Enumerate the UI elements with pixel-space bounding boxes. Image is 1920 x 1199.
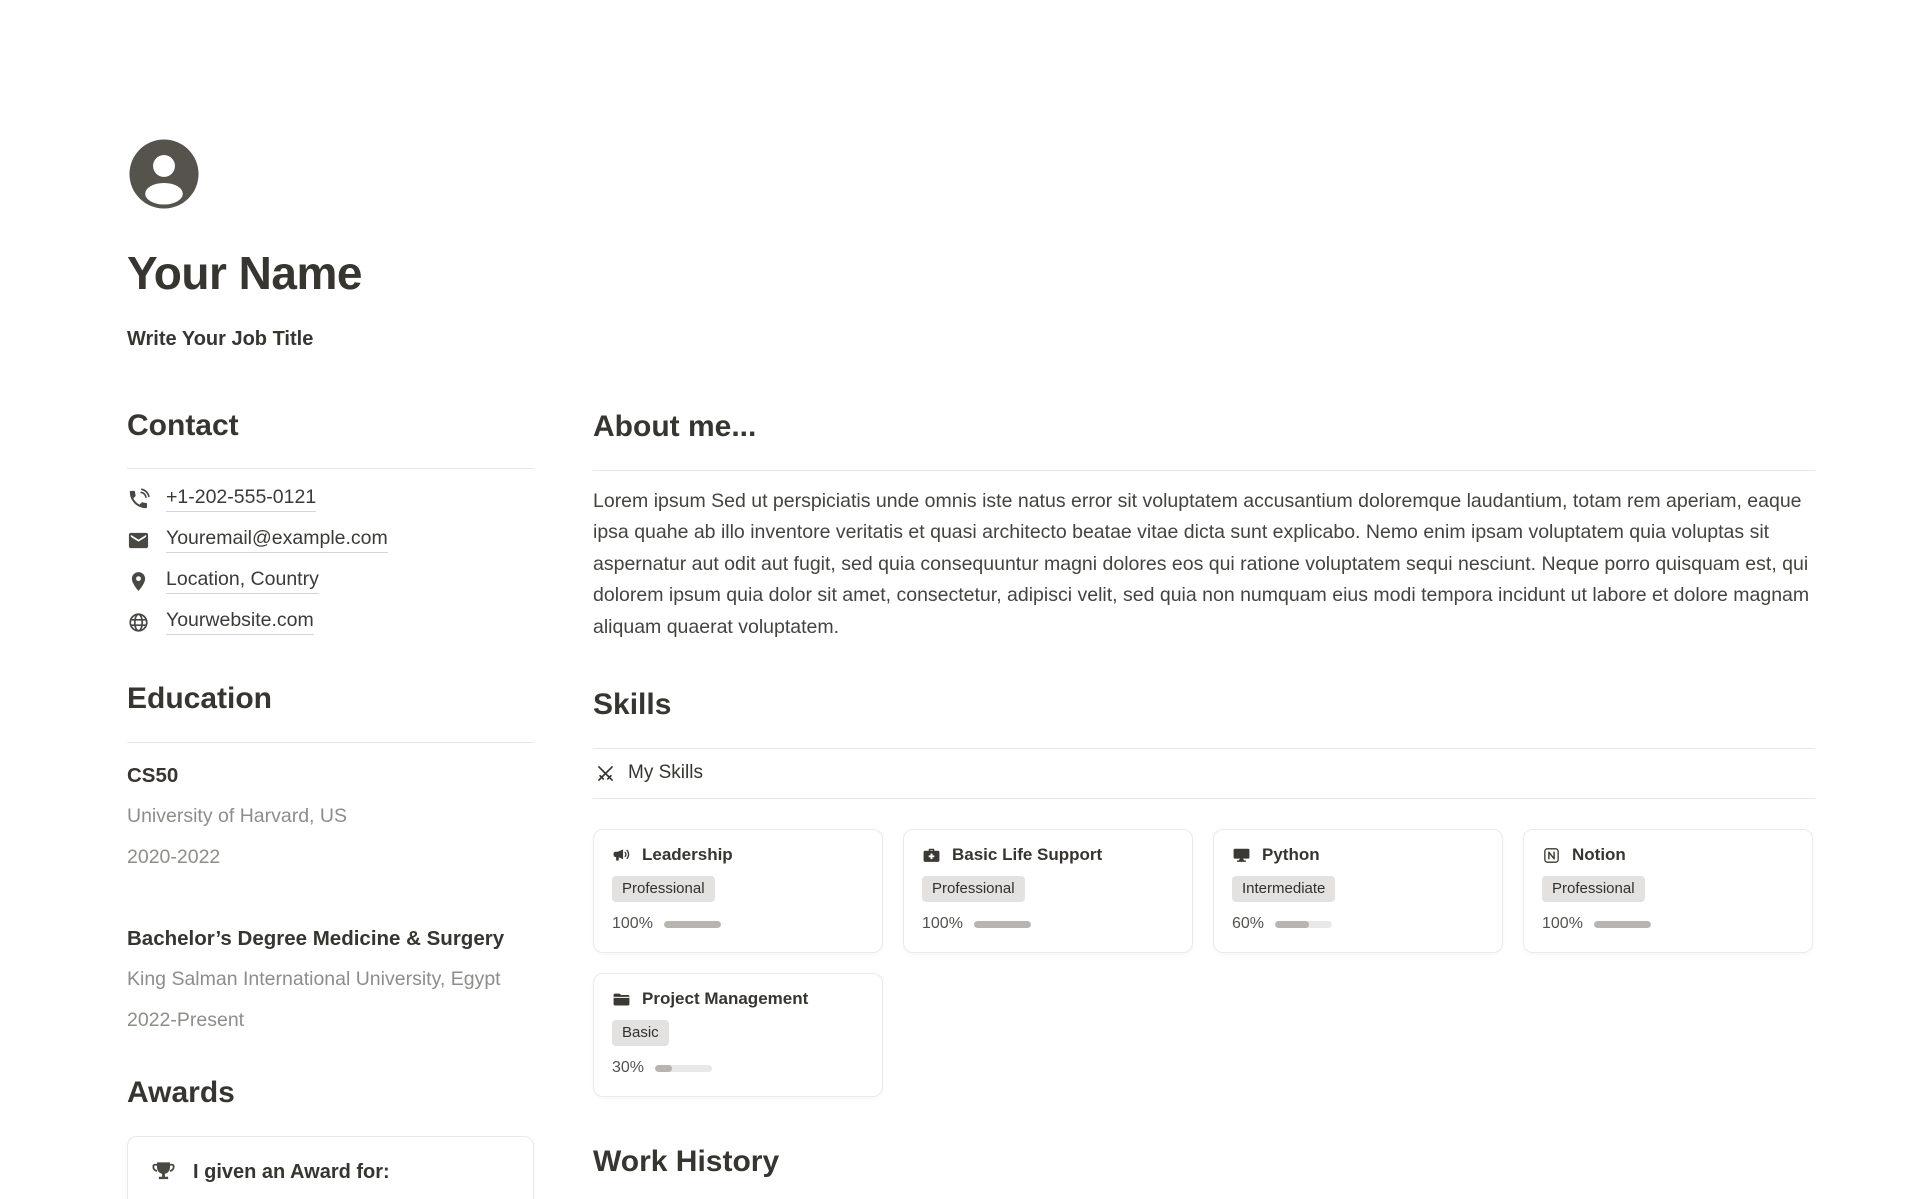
skills-heading: Skills <box>593 688 672 722</box>
email-link[interactable]: Youremail@example.com <box>166 527 388 553</box>
skill-card-leadership[interactable] <box>593 829 883 953</box>
skill-progress-row <box>1542 915 1794 933</box>
about-paragraph: Lorem ipsum Sed ut perspiciatis unde omnis iste natus error sit voluptatem accusantium doloremque laudantium, totam rem aperiam, eaque ipsa quahe ab illo inventore veritatis et quasi architecto beatae vitae dicta sunt explicabo. Nemo enim ipsam voluptatem quia voluptas sit aspernatur aut odit aut fugit, sed quia consequuntur magni dolores eos qui ratione voluptatem sequi nesciunt. Neque porro quisquam est, qui dolorem ipsum quia dolor sit amet, consectetur, adipisci velit, sed quia non numquam eius modi tempora incidunt ut labore et dolore magnam aliquam quaerat voluptatem. <box>593 489 1810 638</box>
skill-name: Project Management <box>642 989 809 1009</box>
progress-bar-fill <box>1594 921 1651 928</box>
skill-title-row <box>1542 845 1794 865</box>
contact-divider <box>127 468 534 469</box>
medical-kit-icon <box>922 846 941 865</box>
skill-name: Basic Life Support <box>952 845 1103 865</box>
skill-title-row <box>1232 845 1484 865</box>
my-skills-title: My Skills <box>628 762 703 784</box>
skill-name: Notion <box>1572 845 1626 865</box>
right-column <box>593 137 1815 1199</box>
education-degree: Bachelor’s Degree Medicine & Surgery <box>127 927 505 951</box>
progress-bar <box>1594 921 1651 928</box>
my-skills-database-header[interactable] <box>593 749 1815 799</box>
education-divider <box>127 742 534 743</box>
skill-title-row <box>612 989 864 1009</box>
phone-link[interactable]: +1-202-555-0121 <box>166 486 316 512</box>
website-link[interactable]: Yourwebsite.com <box>166 609 314 635</box>
crossed-swords-icon <box>595 763 616 784</box>
education-degree: CS50 <box>127 764 179 788</box>
skill-progress-row <box>922 915 1174 933</box>
contact-row-location <box>127 567 534 595</box>
skill-name: Python <box>1262 845 1320 865</box>
contact-row-website <box>127 608 534 636</box>
location-link[interactable]: Location, Country <box>166 568 319 594</box>
skill-card-basic-life-support[interactable] <box>903 829 1193 953</box>
education-heading: Education <box>127 682 273 716</box>
job-title: Write Your Job Title <box>127 327 314 350</box>
location-icon <box>127 570 150 593</box>
skill-percent: 100% <box>1542 915 1583 933</box>
education-entry <box>127 763 534 873</box>
contact-heading: Contact <box>127 408 239 442</box>
phone-icon <box>127 488 150 511</box>
skill-percent: 100% <box>612 915 653 933</box>
progress-bar <box>974 921 1031 928</box>
skill-cards <box>593 829 1815 1097</box>
skill-title-row <box>922 845 1174 865</box>
education-period: 2020-2022 <box>127 846 221 869</box>
progress-bar <box>664 921 721 928</box>
skill-level-badge: Intermediate <box>1232 876 1335 902</box>
folder-icon <box>612 990 631 1009</box>
award-row <box>150 1159 511 1186</box>
skill-card-project-management[interactable] <box>593 973 883 1097</box>
page-title: Your Name <box>127 247 362 299</box>
contact-row-phone <box>127 485 534 513</box>
education-entry <box>127 926 534 1036</box>
skill-percent: 100% <box>922 915 963 933</box>
progress-bar <box>655 1065 712 1072</box>
skill-level-badge: Professional <box>1542 876 1645 902</box>
skill-progress-row <box>612 1059 864 1077</box>
progress-bar-fill <box>664 921 721 928</box>
progress-bar-fill <box>1275 921 1309 928</box>
skill-card-python[interactable] <box>1213 829 1503 953</box>
notion-icon <box>1542 846 1561 865</box>
education-school: King Salman International University, Egypt <box>127 968 501 991</box>
progress-bar <box>1275 921 1332 928</box>
progress-bar-fill <box>974 921 1031 928</box>
skill-percent: 60% <box>1232 915 1265 933</box>
left-column <box>127 137 534 1199</box>
contact-list <box>127 485 534 636</box>
skill-name: Leadership <box>642 845 733 865</box>
skill-progress-row <box>1232 915 1484 933</box>
skill-progress-row <box>612 915 864 933</box>
awards-heading: Awards <box>127 1076 235 1110</box>
progress-bar-fill <box>655 1065 672 1072</box>
skill-card-notion[interactable] <box>1523 829 1813 953</box>
desktop-icon <box>1232 846 1251 865</box>
education-school: University of Harvard, US <box>127 805 347 828</box>
award-card[interactable] <box>127 1136 534 1199</box>
person-icon <box>127 137 201 211</box>
skill-percent: 30% <box>612 1059 645 1077</box>
about-heading: About me... <box>593 410 757 443</box>
trophy-icon <box>150 1159 177 1186</box>
work-history-heading: Work History <box>593 1145 780 1179</box>
skill-level-badge: Basic <box>612 1020 669 1046</box>
megaphone-icon <box>612 846 631 865</box>
about-divider <box>593 470 1815 471</box>
mail-icon <box>127 529 150 552</box>
education-period: 2022-Present <box>127 1009 245 1032</box>
skill-level-badge: Professional <box>922 876 1025 902</box>
skill-level-badge: Professional <box>612 876 715 902</box>
award-label: I given an Award for: <box>193 1161 390 1184</box>
globe-icon <box>127 611 150 634</box>
skill-title-row <box>612 845 864 865</box>
contact-row-email <box>127 526 534 554</box>
